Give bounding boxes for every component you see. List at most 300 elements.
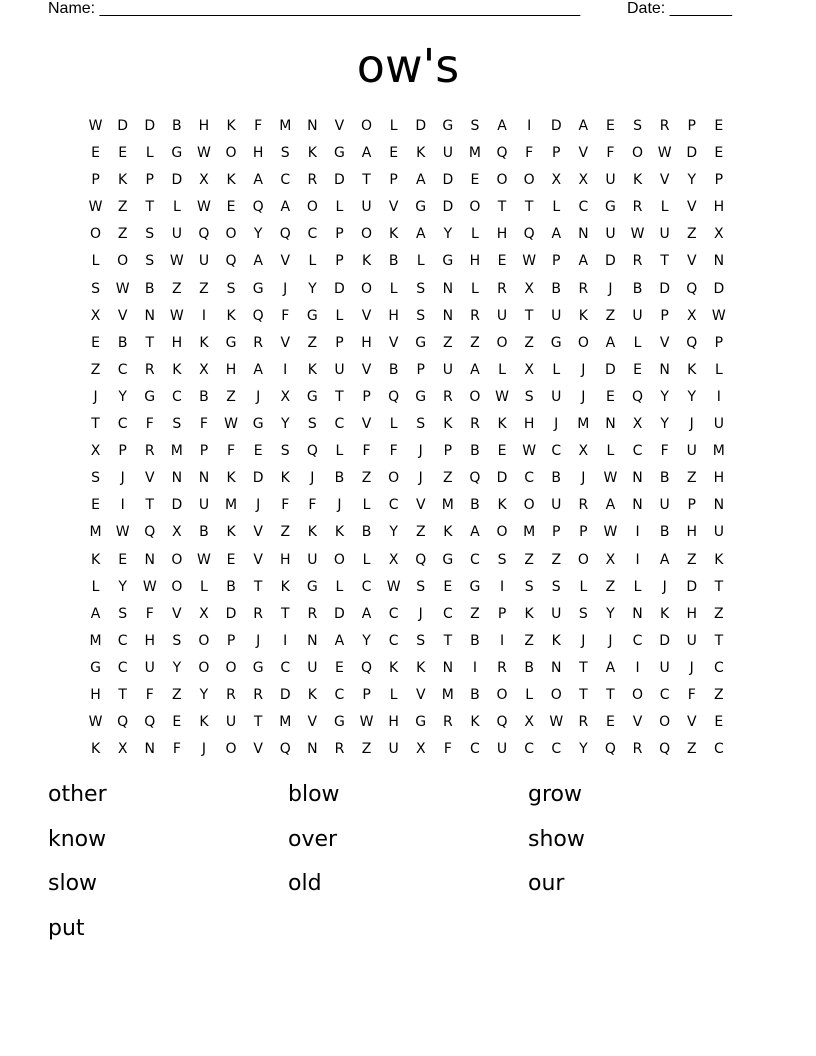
grid-letter: G bbox=[252, 416, 264, 433]
grid-letter: J bbox=[283, 280, 288, 297]
grid-letter: I bbox=[635, 659, 640, 676]
grid-letter: P bbox=[199, 443, 209, 460]
grid-letter: J bbox=[418, 605, 423, 622]
grid-letter: N bbox=[632, 470, 643, 487]
grid-letter: W bbox=[657, 145, 672, 162]
grid-letter: K bbox=[307, 686, 317, 703]
grid-letter: N bbox=[307, 741, 318, 758]
grid-letter: N bbox=[171, 470, 183, 487]
word-list-item: blow bbox=[288, 782, 340, 807]
grid-letter: J bbox=[256, 632, 261, 649]
grid-letter: P bbox=[660, 307, 669, 324]
grid-letter: K bbox=[199, 334, 209, 351]
grid-letter: B bbox=[172, 118, 182, 134]
grid-letter: T bbox=[253, 714, 263, 731]
grid-letter: P bbox=[416, 361, 425, 378]
grid-row bbox=[82, 492, 733, 519]
grid-letter: G bbox=[442, 551, 454, 568]
grid-letter: V bbox=[388, 199, 399, 216]
grid-letter: O bbox=[659, 714, 671, 731]
grid-letter: G bbox=[415, 714, 427, 731]
grid-letter: Z bbox=[524, 334, 534, 351]
grid-letter: Y bbox=[660, 416, 669, 433]
grid-letter: J bbox=[581, 470, 586, 487]
grid-letter: V bbox=[253, 524, 263, 541]
grid-letter: M bbox=[712, 443, 725, 460]
grid-letter: X bbox=[280, 388, 291, 405]
grid-letter: O bbox=[632, 686, 644, 703]
grid-letter: D bbox=[496, 470, 508, 487]
grid-letter: H bbox=[523, 416, 535, 433]
grid-letter: V bbox=[172, 605, 182, 622]
grid-letter: L bbox=[552, 199, 561, 216]
grid-letter: W bbox=[224, 416, 238, 433]
grid-letter: T bbox=[579, 659, 588, 676]
grid-letter: Z bbox=[605, 578, 616, 595]
grid-row bbox=[82, 357, 733, 384]
word-list-item: our bbox=[528, 871, 565, 896]
grid-letter: J bbox=[93, 388, 98, 405]
grid-letter: N bbox=[605, 416, 616, 433]
grid-letter: P bbox=[552, 524, 561, 541]
grid-letter: C bbox=[388, 632, 399, 649]
grid-letter: B bbox=[470, 632, 480, 649]
grid-letter: D bbox=[550, 118, 562, 134]
grid-letter: G bbox=[306, 388, 318, 405]
grid-letter: V bbox=[117, 307, 128, 324]
grid-letter: T bbox=[524, 199, 534, 216]
grid-letter: G bbox=[550, 334, 562, 351]
grid-letter: P bbox=[552, 145, 561, 162]
grid-letter: Q bbox=[225, 253, 237, 270]
grid-letter: H bbox=[252, 145, 264, 162]
grid-letter: K bbox=[307, 145, 317, 162]
grid-letter: K bbox=[497, 497, 507, 514]
grid-letter: O bbox=[306, 199, 318, 216]
grid-letter: W bbox=[711, 307, 726, 324]
grid-letter: A bbox=[361, 605, 372, 622]
grid-letter: J bbox=[418, 470, 423, 487]
grid-letter: C bbox=[334, 686, 345, 703]
grid-letter: A bbox=[253, 253, 263, 270]
word-list-item: show bbox=[528, 826, 585, 852]
grid-letter: F bbox=[687, 686, 696, 703]
grid-letter: J bbox=[581, 632, 586, 649]
grid-letter: L bbox=[145, 145, 154, 162]
grid-letter: K bbox=[714, 551, 724, 568]
grid-letter: K bbox=[416, 659, 426, 676]
grid-letter: A bbox=[605, 334, 616, 351]
grid-letter: Z bbox=[686, 470, 697, 487]
grid-letter: K bbox=[226, 470, 236, 487]
grid-letter: E bbox=[91, 145, 100, 162]
grid-letter: F bbox=[145, 605, 154, 622]
grid-letter: V bbox=[415, 497, 426, 514]
grid-letter: L bbox=[335, 307, 344, 324]
grid-letter: S bbox=[118, 605, 128, 622]
grid-letter: H bbox=[171, 334, 183, 351]
word-list-item: over bbox=[288, 826, 338, 852]
grid-letter: G bbox=[469, 578, 481, 595]
grid-letter: Z bbox=[361, 470, 372, 487]
grid-letter: X bbox=[524, 361, 534, 378]
grid-letter: O bbox=[117, 253, 129, 270]
grid-letter: L bbox=[91, 253, 100, 270]
grid-letter: M bbox=[225, 497, 238, 514]
grid-letter: W bbox=[522, 253, 537, 270]
grid-letter: T bbox=[145, 199, 155, 216]
grid-row bbox=[82, 709, 733, 736]
grid-letter: O bbox=[496, 172, 508, 189]
grid-letter: G bbox=[171, 145, 183, 162]
grid-letter: D bbox=[334, 605, 345, 622]
grid-letter: B bbox=[470, 443, 480, 460]
grid-letter: S bbox=[524, 388, 534, 405]
grid-letter: R bbox=[632, 253, 643, 270]
grid-letter: R bbox=[470, 416, 480, 433]
grid-letter: Y bbox=[687, 388, 697, 405]
grid-letter: Z bbox=[226, 388, 236, 405]
grid-letter: T bbox=[443, 632, 453, 649]
grid-letter: V bbox=[253, 741, 263, 758]
grid-letter: A bbox=[551, 226, 562, 243]
grid-letter: S bbox=[280, 145, 290, 162]
grid-letter: K bbox=[687, 361, 697, 378]
grid-letter: D bbox=[171, 172, 183, 189]
grid-letter: U bbox=[605, 226, 616, 243]
grid-letter: F bbox=[660, 443, 669, 460]
grid-letter: B bbox=[361, 524, 372, 541]
grid-letter: T bbox=[714, 632, 724, 649]
grid-letter: D bbox=[334, 172, 345, 189]
grid-letter: V bbox=[686, 714, 697, 731]
grid-letter: P bbox=[687, 497, 696, 514]
grid-letter: P bbox=[443, 443, 453, 460]
grid-letter: C bbox=[470, 741, 480, 758]
grid-letter: U bbox=[713, 524, 724, 541]
grid-letter: X bbox=[605, 551, 616, 568]
grid-letter: H bbox=[279, 551, 291, 568]
grid-letter: K bbox=[226, 118, 236, 134]
grid-letter: E bbox=[172, 714, 182, 731]
grid-letter: Y bbox=[308, 280, 317, 297]
grid-letter: Z bbox=[605, 307, 616, 324]
grid-letter: J bbox=[256, 497, 261, 514]
grid-letter: L bbox=[579, 578, 588, 595]
grid-letter: P bbox=[226, 632, 236, 649]
grid-letter: B bbox=[551, 470, 562, 487]
grid-letter: L bbox=[525, 686, 534, 703]
grid-letter: D bbox=[252, 470, 264, 487]
grid-letter: L bbox=[389, 686, 398, 703]
grid-letter: Z bbox=[172, 280, 182, 297]
grid-letter: C bbox=[551, 443, 562, 460]
grid-letter: R bbox=[442, 714, 453, 731]
grid-letter: L bbox=[606, 443, 615, 460]
grid-letter: I bbox=[283, 361, 288, 378]
grid-letter: X bbox=[632, 416, 643, 433]
grid-letter: G bbox=[225, 334, 237, 351]
grid-letter: I bbox=[499, 632, 505, 649]
grid-letter: E bbox=[226, 551, 236, 568]
grid-letter: F bbox=[606, 145, 615, 162]
grid-letter: M bbox=[89, 524, 102, 541]
grid-letter: H bbox=[496, 226, 508, 243]
grid-letter: R bbox=[144, 361, 155, 378]
grid-letter: W bbox=[142, 578, 157, 595]
grid-letter: L bbox=[91, 578, 100, 595]
grid-letter: O bbox=[333, 551, 345, 568]
grid-letter: W bbox=[603, 524, 618, 541]
grid-letter: D bbox=[442, 199, 454, 216]
grid-letter: M bbox=[468, 145, 481, 162]
grid-letter: J bbox=[554, 416, 559, 433]
grid-letter: W bbox=[169, 307, 184, 324]
grid-letter: E bbox=[633, 361, 642, 378]
grid-letter: E bbox=[714, 714, 724, 731]
grid-letter: L bbox=[471, 280, 479, 297]
grid-letter: E bbox=[714, 145, 724, 162]
grid-letter: Y bbox=[253, 226, 263, 243]
grid-letter: W bbox=[197, 551, 211, 568]
grid-letter: V bbox=[659, 172, 670, 189]
grid-letter: G bbox=[605, 199, 616, 216]
grid-letter: L bbox=[552, 361, 561, 378]
grid-letter: D bbox=[415, 118, 427, 134]
grid-letter: O bbox=[90, 226, 102, 243]
grid-row bbox=[82, 384, 733, 411]
grid-letter: F bbox=[145, 416, 154, 433]
grid-letter: Z bbox=[551, 551, 562, 568]
grid-letter: B bbox=[226, 578, 236, 595]
grid-letter: P bbox=[335, 334, 344, 351]
grid-letter: L bbox=[200, 578, 208, 595]
grid-letter: U bbox=[198, 253, 210, 270]
grid-letter: G bbox=[90, 659, 101, 676]
grid-letter: Z bbox=[117, 226, 128, 243]
grid-letter: B bbox=[470, 686, 480, 703]
grid-letter: C bbox=[632, 632, 643, 649]
grid-letter: U bbox=[442, 145, 453, 162]
grid-letter: U bbox=[144, 659, 155, 676]
grid-letter: L bbox=[416, 253, 425, 270]
grid-letter: Q bbox=[659, 741, 671, 758]
grid-letter: L bbox=[714, 361, 723, 378]
grid-letter: K bbox=[226, 307, 236, 324]
grid-letter: E bbox=[606, 388, 615, 405]
grid-letter: L bbox=[633, 578, 642, 595]
grid-letter: K bbox=[280, 470, 290, 487]
grid-letter: U bbox=[198, 497, 210, 514]
grid-letter: K bbox=[280, 578, 290, 595]
grid-letter: C bbox=[578, 199, 589, 216]
grid-letter: P bbox=[335, 253, 344, 270]
grid-letter: Y bbox=[118, 578, 127, 595]
grid-letter: Y bbox=[199, 686, 209, 703]
grid-letter: W bbox=[549, 714, 564, 731]
grid-letter: X bbox=[578, 172, 589, 189]
grid-letter: F bbox=[443, 741, 452, 758]
word-list-item: know bbox=[48, 826, 107, 852]
grid-letter: T bbox=[91, 416, 100, 433]
word-list-item: other bbox=[48, 782, 107, 807]
grid-letter: C bbox=[334, 416, 345, 433]
grid-letter: Q bbox=[496, 145, 508, 162]
grid-letter: Q bbox=[279, 741, 291, 758]
grid-letter: T bbox=[362, 172, 371, 189]
grid-letter: E bbox=[606, 714, 615, 731]
grid-letter: R bbox=[497, 659, 507, 676]
grid-letter: Y bbox=[687, 172, 697, 189]
grid-letter: K bbox=[334, 524, 345, 541]
grid-letter: W bbox=[522, 443, 537, 460]
grid-letter: J bbox=[581, 361, 586, 378]
grid-letter: C bbox=[470, 551, 480, 568]
grid-letter: J bbox=[581, 388, 586, 405]
grid-letter: F bbox=[281, 497, 290, 514]
grid-letter: U bbox=[496, 307, 508, 324]
grid-letter: L bbox=[362, 551, 371, 568]
grid-letter: T bbox=[606, 686, 615, 703]
grid-letter: C bbox=[361, 578, 372, 595]
grid-letter: W bbox=[88, 199, 103, 216]
grid-letter: Y bbox=[579, 741, 588, 758]
grid-letter: K bbox=[226, 172, 236, 189]
grid-letter: N bbox=[550, 659, 562, 676]
grid-letter: H bbox=[198, 118, 210, 134]
grid-letter: R bbox=[632, 199, 643, 216]
grid-letter: N bbox=[144, 551, 155, 568]
grid-letter: Q bbox=[144, 524, 156, 541]
grid-letter: N bbox=[307, 632, 318, 649]
grid-letter: W bbox=[88, 714, 103, 731]
grid-letter: N bbox=[578, 226, 589, 243]
grid-letter: E bbox=[226, 199, 236, 216]
grid-letter: N bbox=[442, 659, 454, 676]
grid-letter: T bbox=[280, 605, 290, 622]
name-field-label: Name: ______________________________________________________ bbox=[48, 0, 581, 17]
grid-letter: Q bbox=[686, 334, 698, 351]
grid-letter: F bbox=[199, 416, 208, 433]
grid-letter: C bbox=[524, 470, 535, 487]
grid-row bbox=[82, 140, 733, 167]
grid-letter: L bbox=[471, 226, 479, 243]
grid-letter: K bbox=[307, 361, 317, 378]
grid-letter: M bbox=[577, 416, 590, 433]
grid-letter: S bbox=[470, 118, 480, 134]
grid-letter: K bbox=[443, 416, 453, 433]
grid-letter: E bbox=[714, 118, 724, 134]
grid-letter: Y bbox=[443, 226, 453, 243]
grid-letter: O bbox=[171, 551, 183, 568]
grid-letter: R bbox=[253, 605, 263, 622]
grid-letter: J bbox=[689, 659, 694, 676]
grid-letter: Z bbox=[470, 605, 480, 622]
grid-letter: W bbox=[115, 524, 130, 541]
grid-letter: J bbox=[256, 388, 261, 405]
grid-letter: A bbox=[253, 361, 263, 378]
grid-letter: P bbox=[389, 172, 398, 189]
grid-letter: U bbox=[307, 659, 318, 676]
grid-letter: E bbox=[389, 145, 399, 162]
grid-letter: T bbox=[118, 686, 127, 703]
grid-letter: Y bbox=[362, 632, 371, 649]
grid-letter: U bbox=[388, 741, 399, 758]
grid-letter: I bbox=[283, 632, 288, 649]
grid-letter: K bbox=[551, 632, 561, 649]
grid-letter: X bbox=[578, 443, 589, 460]
grid-letter: X bbox=[90, 307, 101, 324]
grid-letter: H bbox=[388, 714, 399, 731]
grid-letter: R bbox=[632, 741, 643, 758]
grid-letter: Q bbox=[252, 307, 264, 324]
grid-letter: A bbox=[253, 172, 263, 189]
grid-letter: F bbox=[362, 443, 371, 460]
grid-letter: W bbox=[495, 388, 509, 405]
grid-letter: M bbox=[89, 632, 102, 649]
grid-letter: V bbox=[280, 253, 291, 270]
grid-letter: M bbox=[279, 714, 292, 731]
grid-letter: O bbox=[225, 659, 237, 676]
word-list-item: slow bbox=[48, 871, 98, 896]
grid-letter: V bbox=[415, 686, 426, 703]
grid-letter: K bbox=[389, 659, 399, 676]
grid-letter: V bbox=[307, 714, 318, 731]
grid-letter: P bbox=[687, 118, 696, 134]
grid-letter: P bbox=[91, 172, 100, 189]
grid-letter: S bbox=[578, 605, 588, 622]
grid-letter: O bbox=[388, 470, 400, 487]
grid-letter: I bbox=[635, 551, 640, 568]
grid-row bbox=[82, 330, 733, 357]
grid-letter: W bbox=[197, 145, 211, 162]
grid-row bbox=[82, 276, 733, 303]
grid-letter: S bbox=[416, 280, 426, 297]
grid-letter: Q bbox=[252, 199, 264, 216]
grid-letter: Z bbox=[714, 605, 724, 622]
grid-letter: H bbox=[686, 605, 697, 622]
word-list-item: old bbox=[288, 871, 322, 896]
grid-letter: D bbox=[334, 280, 345, 297]
grid-letter: X bbox=[415, 741, 426, 758]
grid-row bbox=[82, 547, 733, 574]
grid-letter: F bbox=[389, 443, 398, 460]
grid-letter: Q bbox=[496, 714, 508, 731]
grid-letter: N bbox=[632, 605, 643, 622]
grid-letter: Q bbox=[117, 714, 129, 731]
grid-letter: G bbox=[415, 388, 427, 405]
grid-letter: Q bbox=[388, 388, 400, 405]
grid-letter: M bbox=[170, 443, 183, 460]
grid-letter: M bbox=[441, 686, 454, 703]
grid-letter: C bbox=[171, 388, 182, 405]
grid-letter: R bbox=[226, 686, 236, 703]
grid-letter: C bbox=[117, 659, 128, 676]
grid-row bbox=[82, 519, 733, 546]
grid-row bbox=[82, 248, 733, 275]
grid-letter: A bbox=[334, 632, 345, 649]
grid-letter: O bbox=[469, 388, 481, 405]
grid-letter: V bbox=[334, 118, 345, 134]
grid-letter: K bbox=[307, 524, 317, 541]
grid-letter: I bbox=[716, 388, 721, 405]
grid-letter: A bbox=[415, 172, 426, 189]
grid-letter: K bbox=[524, 605, 534, 622]
grid-letter: C bbox=[307, 226, 318, 243]
grid-letter: A bbox=[578, 253, 589, 270]
grid-letter: R bbox=[442, 388, 453, 405]
grid-letter: N bbox=[307, 118, 318, 134]
